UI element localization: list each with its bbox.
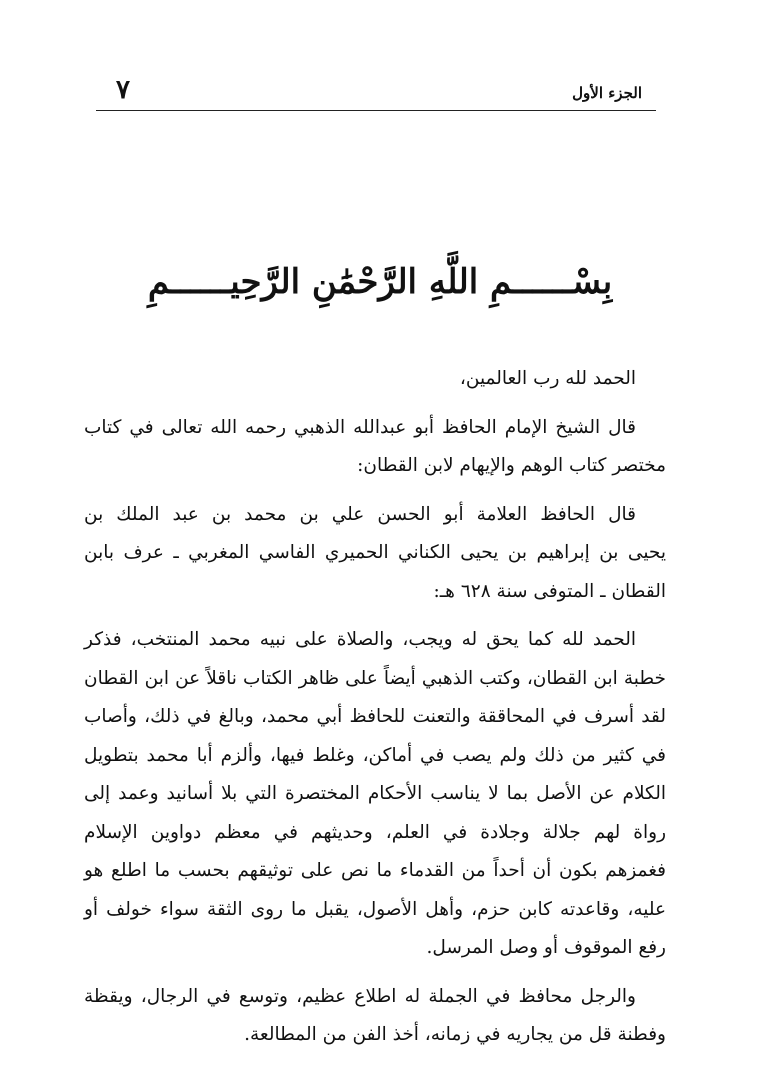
text-line: وفطنة قل من يجاريه في زمانه، أخذ الفن من المطالعة. <box>244 1024 666 1045</box>
text-line: الكلام عن الأصل بما لا يناسب الأحكام المختصرة التي بلا أسانيد وعمد إلى <box>84 783 666 804</box>
text-line: فغمزهم بكون أن أحداً من القدماء ما نص على توثيقهم بحسب ما اطلع هو <box>84 860 666 881</box>
paragraph <box>84 360 666 399</box>
text-line: في كثير من ذلك ولم يصب في أماكن، وغلط فيها، وألزم أبا محمد بتطويل <box>84 744 666 766</box>
text-line: مختصر كتاب الوهم والإيهام لابن القطان: <box>357 455 666 476</box>
body-text <box>84 360 666 1055</box>
text-line: لقد أسرف في المحاققة والتعنت للحافظ أبي محمد، وبالغ في ذلك، وأصاب <box>84 706 666 727</box>
text-line: رفع الموقوف أو وصل المرسل. <box>426 937 666 958</box>
page-number: ٧ <box>116 75 130 105</box>
text-line: عليه، وقاعدته كابن حزم، وأهل الأصول، يقبل ما روى الثقة سواء خولف أو <box>84 898 666 920</box>
paragraph <box>84 978 666 1055</box>
text-line: الحمد لله رب العالمين، <box>459 368 636 389</box>
paragraph <box>84 621 666 968</box>
header-title: الجزء الأول <box>572 84 642 102</box>
text-line: قال الحافظ العلامة أبو الحسن علي بن محمد بن عبد الملك بن <box>84 503 636 525</box>
text-line: والرجل محافظ في الجملة له اطلاع عظيم، وتوسع في الرجال، ويقظة <box>84 985 636 1007</box>
text-line: خطبة ابن القطان، وكتب الذهبي أيضاً على ظاهر الكتاب ناقلاً عن ابن القطان <box>84 667 666 689</box>
text-line: القطان ـ المتوفى سنة ٦٢٨ هـ: <box>433 580 666 602</box>
paragraph <box>84 496 666 612</box>
text-line: الحمد لله كما يحق له ويجب، والصلاة على نبيه محمد المنتخب، فذكر <box>84 629 636 650</box>
paragraph <box>84 409 666 486</box>
text-line: قال الشيخ الإمام الحافظ أبو عبدالله الذهبي رحمه الله تعالى في كتاب <box>84 416 636 438</box>
page-header <box>96 72 656 111</box>
basmala-calligraphy: بِسْــــــمِ اللَّهِ الرَّحْمَٰنِ الرَّحِيــــــمِ <box>147 262 613 302</box>
text-line: يحيى بن إبراهيم بن يحيى الكناني الحميري الفاسي المغربي ـ عرف بابن <box>84 542 666 563</box>
text-line: رواة لهم جلالة وجلادة في العلم، وحديثهم في معظم دواوين الإسلام <box>84 821 666 843</box>
